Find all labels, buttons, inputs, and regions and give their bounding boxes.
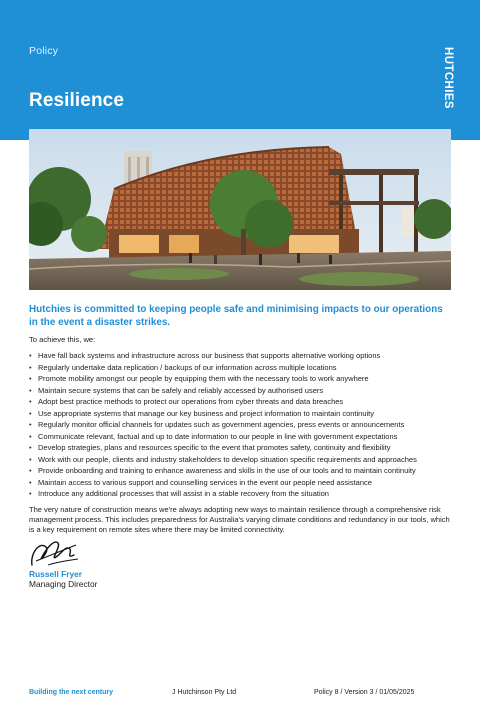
commitment-list <box>29 350 453 500</box>
footer-reference: Policy 8 / Version 3 / 01/05/2025 <box>314 689 415 696</box>
building-photo <box>29 129 451 290</box>
list-item: • Work with our people, clients and industry stakeholders to develop situation specific requirements and approaches <box>29 454 453 466</box>
list-item: • Use appropriate systems that manage our key business and project information to maintain continuity <box>29 408 453 420</box>
logo-wordmark: HUTCHIES <box>442 47 455 109</box>
list-item: • Regularly undertake data replication / backups of our information across multiple locations <box>29 362 453 374</box>
signature-image <box>28 535 80 571</box>
list-item: • Regularly monitor official channels for updates such as government agencies, press events or announcements <box>29 419 453 431</box>
footer-company: J Hutchinson Pty Ltd <box>172 689 237 696</box>
building-photo-illustration <box>29 129 451 290</box>
signatory-role: Managing Director <box>29 579 98 589</box>
list-item: • Maintain access to various support and counselling services in the event our people need assistance <box>29 477 453 489</box>
closing-paragraph: The very nature of construction means we're always adopting new ways to maintain resilience through a comprehensive risk management process. This includes preparedness for Australia's varying climate conditions and redundancy in our tools, which is a key requirement on remote sites where there may be limited connectivity. <box>29 505 450 534</box>
list-item: • Promote mobility amongst our people by equipping them with the necessary tools to work anywhere <box>29 373 453 385</box>
page-title: Resilience <box>29 90 124 111</box>
hutchies-logo <box>439 44 457 112</box>
list-item: • Develop strategies, plans and resources specific to the event that promotes safety, continuity and flexibility <box>29 442 453 454</box>
document-type-label: Policy <box>29 45 59 57</box>
list-item: • Communicate relevant, factual and up to date information to our people in line with government expectations <box>29 431 453 443</box>
list-item: • Adopt best practice methods to protect our operations from cyber threats and data breaches <box>29 396 453 408</box>
list-item: • Provide onboarding and training to enhance awareness and skills in the use of our tools and to maintain continuity <box>29 465 453 477</box>
list-item: • Introduce any additional processes that will assist in a stable recovery from the situation <box>29 488 453 500</box>
signatory-name: Russell Fryer <box>29 569 83 579</box>
footer-tagline: Building the next century <box>29 689 114 696</box>
list-item: • Maintain secure systems that can be safely and reliably accessed by authorised users <box>29 385 453 397</box>
list-item: • Have fall back systems and infrastructure across our business that supports alternative working options <box>29 350 453 362</box>
lead-statement: Hutchies is committed to keeping people safe and minimising impacts to our operations in the event a disaster strikes. <box>29 304 443 328</box>
header-banner <box>0 0 480 140</box>
intro-text: To achieve this, we: <box>29 335 96 344</box>
